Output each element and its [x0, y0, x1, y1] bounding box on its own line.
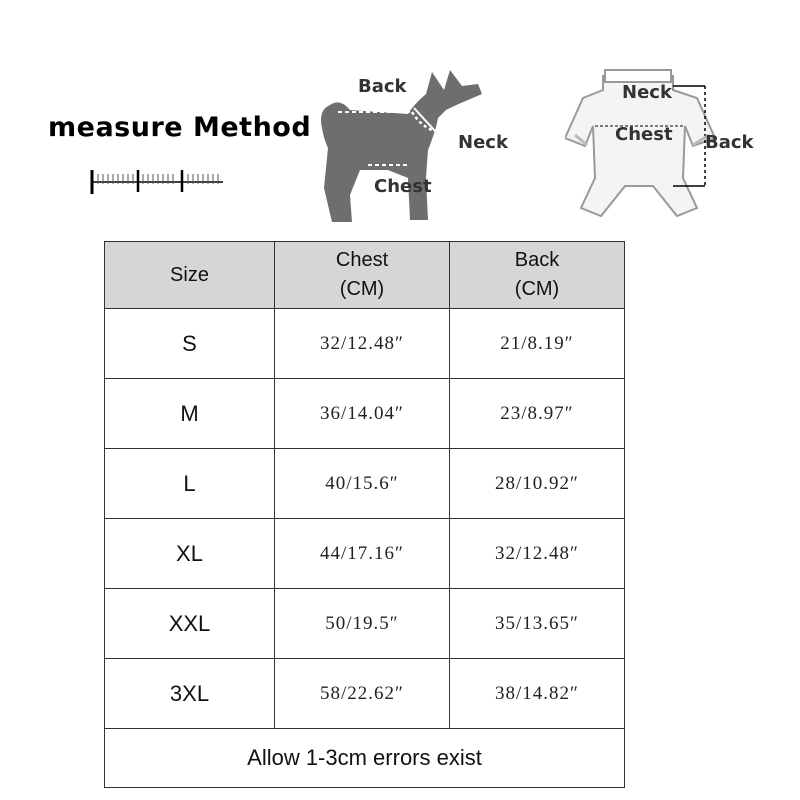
ruler-icon — [90, 170, 225, 194]
suit-label-back: Back — [705, 132, 754, 153]
size-chart-table — [104, 241, 625, 788]
suit-label-neck: Neck — [622, 82, 672, 103]
size-cell: M — [105, 379, 275, 449]
table-note-row — [105, 729, 625, 788]
header-chest: Chest (CM) — [275, 242, 450, 309]
chest-cell: 58/22.62″ — [275, 659, 450, 729]
table-row — [105, 589, 625, 659]
dog-label-neck: Neck — [458, 132, 508, 153]
chest-cell: 40/15.6″ — [275, 449, 450, 519]
size-cell: 3XL — [105, 659, 275, 729]
dog-label-chest: Chest — [374, 176, 432, 197]
back-cell: 28/10.92″ — [450, 449, 625, 519]
dog-label-back: Back — [358, 76, 407, 97]
size-cell: XXL — [105, 589, 275, 659]
chest-cell: 36/14.04″ — [275, 379, 450, 449]
header-size: Size — [105, 242, 275, 309]
back-cell: 35/13.65″ — [450, 589, 625, 659]
back-cell: 23/8.97″ — [450, 379, 625, 449]
size-cell: XL — [105, 519, 275, 589]
chest-cell: 44/17.16″ — [275, 519, 450, 589]
size-cell: S — [105, 309, 275, 379]
chest-cell: 32/12.48″ — [275, 309, 450, 379]
chest-cell: 50/19.5″ — [275, 589, 450, 659]
table-row — [105, 379, 625, 449]
tolerance-note: Allow 1-3cm errors exist — [105, 729, 625, 788]
back-cell: 21/8.19″ — [450, 309, 625, 379]
table-row — [105, 659, 625, 729]
table-row — [105, 449, 625, 519]
table-header-row — [105, 242, 625, 309]
dog-measure-diagram — [310, 70, 530, 230]
suit-measure-diagram — [565, 68, 765, 228]
measure-header — [0, 0, 800, 235]
measure-method-title: measure Method — [48, 112, 312, 143]
table-row — [105, 309, 625, 379]
size-cell: L — [105, 449, 275, 519]
back-cell: 38/14.82″ — [450, 659, 625, 729]
back-cell: 32/12.48″ — [450, 519, 625, 589]
header-back: Back (CM) — [450, 242, 625, 309]
suit-label-chest: Chest — [615, 124, 673, 145]
table-row — [105, 519, 625, 589]
